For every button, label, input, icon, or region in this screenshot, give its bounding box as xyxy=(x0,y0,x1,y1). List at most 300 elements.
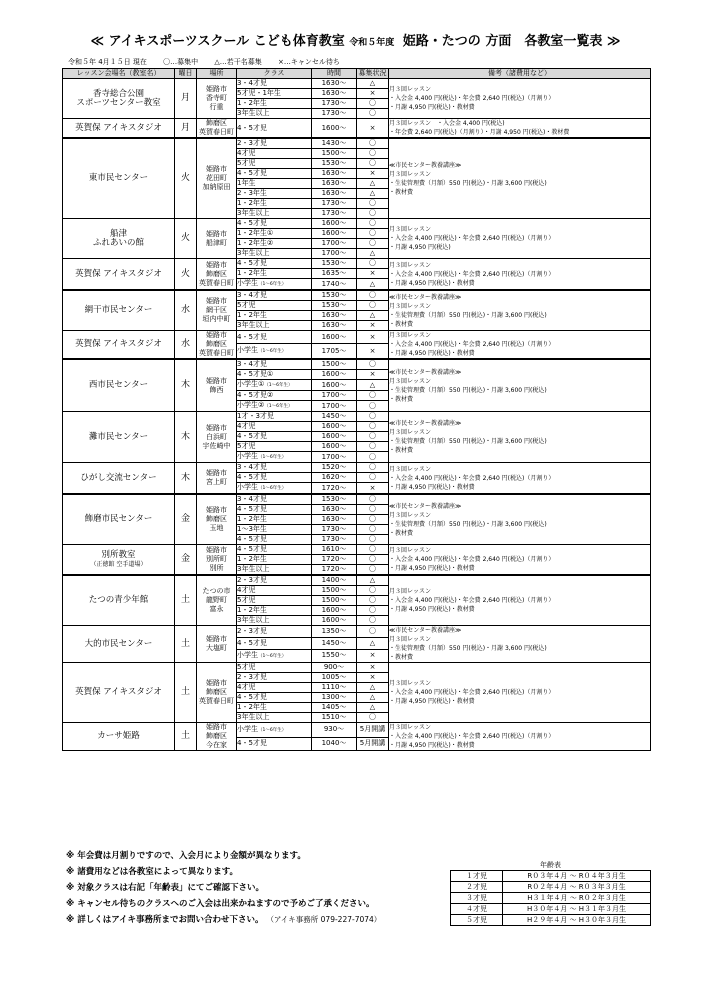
class-time: 1600～ xyxy=(312,119,357,139)
legend-line xyxy=(68,57,354,67)
class-name: 1・2年生 xyxy=(237,269,312,279)
table-row xyxy=(63,331,651,344)
enrollment-status: 〇 xyxy=(357,626,389,638)
fee-notes xyxy=(389,119,651,139)
enrollment-status: 〇 xyxy=(357,301,389,311)
weekday: 土 xyxy=(175,663,197,723)
class-name: 小学生（1～6年生） xyxy=(237,483,312,495)
fee-note-line: ・入会金 4,400 円(税込)・年会費 2,640 円(税込)（月割り） xyxy=(389,689,555,696)
fee-note-line: ・入会金 4,400 円(税込)・年会費 2,640 円(税込)（月割り） xyxy=(389,235,555,242)
enrollment-status: 〇 xyxy=(357,229,389,239)
fee-note-line: ・月謝 4,950 円(税込)・教材費 xyxy=(389,565,475,572)
col-class: クラス xyxy=(237,69,312,79)
class-time: 900～ xyxy=(312,663,357,673)
fee-note-line: ≪市民センター教養講座≫ xyxy=(389,161,462,169)
enrollment-status: △ xyxy=(357,279,389,291)
class-name: 4・5才児 xyxy=(237,535,312,545)
class-name: 1才・3才児 xyxy=(237,412,312,422)
title-year: 令和５年度 xyxy=(349,38,395,48)
age-range: H３１年４月 ～ R０２年３月生 xyxy=(503,893,651,904)
class-time: 1730～ xyxy=(312,209,357,219)
class-time: 1450～ xyxy=(312,637,357,649)
class-time: 1500～ xyxy=(312,149,357,159)
weekday: 土 xyxy=(175,575,197,626)
enrollment-status: △ xyxy=(357,703,389,713)
legend-open: 〇…募集中 xyxy=(163,58,199,66)
class-time: 1430～ xyxy=(312,138,357,149)
fee-notes xyxy=(389,663,651,723)
venue-name: 別所教室 （正徳館 空手道場） xyxy=(63,545,175,576)
table-row xyxy=(63,290,651,301)
venue-name: 英賀保 アイキスタジオ xyxy=(63,119,175,139)
table-row xyxy=(63,412,651,422)
class-name: 4・5才児 xyxy=(237,737,312,750)
class-grade-note: （1～6年生） xyxy=(264,404,293,409)
class-time: 1600～ xyxy=(312,422,357,432)
col-day: 曜日 xyxy=(175,69,197,79)
weekday: 金 xyxy=(175,545,197,576)
enrollment-status: × xyxy=(357,331,389,344)
footer-note: ※ 詳しくはアイキ事務所までお問い合わせ下さい。 xyxy=(66,915,264,925)
fee-notes xyxy=(389,545,651,576)
col-place: 場所 xyxy=(197,69,237,79)
enrollment-status: 〇 xyxy=(357,138,389,149)
age-table-title: 年齢表 xyxy=(451,860,651,871)
class-name: 小学生（1～6年生） xyxy=(237,649,312,662)
venue-name: 東市民センター xyxy=(63,138,175,219)
enrollment-status: 〇 xyxy=(357,239,389,249)
class-time: 1730～ xyxy=(312,535,357,545)
class-name: 小学生（1～6年生） xyxy=(237,279,312,291)
class-name: 1・2年生 xyxy=(237,199,312,209)
class-time: 1630～ xyxy=(312,311,357,321)
enrollment-status: 〇 xyxy=(357,412,389,422)
age-row xyxy=(451,915,651,926)
location: 姫路市 大塩町 xyxy=(197,626,237,663)
fee-note-line: ・月謝 4,950 円(税込)・教材費 xyxy=(389,279,475,287)
table-row xyxy=(63,259,651,269)
class-name: 4才児 xyxy=(237,422,312,432)
fee-note-line: ・教材費 xyxy=(389,529,414,537)
class-time: 930～ xyxy=(312,723,357,738)
class-grade-note: （1～6年生） xyxy=(258,282,287,287)
class-time: 1700～ xyxy=(312,401,357,412)
class-time: 1635～ xyxy=(312,269,357,279)
enrollment-status: 〇 xyxy=(357,99,389,109)
fee-note-line: ≪市民センター教養講座≫ xyxy=(389,420,462,427)
fee-notes xyxy=(389,259,651,291)
enrollment-status: 〇 xyxy=(357,452,389,463)
fee-note-line: ・教材費 xyxy=(389,320,414,328)
enrollment-status: 〇 xyxy=(357,473,389,483)
enrollment-status: 〇 xyxy=(357,555,389,565)
venue-name: 船津 ふれあいの館 xyxy=(63,219,175,259)
class-time: 1550～ xyxy=(312,649,357,662)
age-range: R０３年４月 ～ R０４年３月生 xyxy=(503,871,651,882)
class-name: 4・5才児 xyxy=(237,505,312,515)
fee-note-line: 月３回レッスン xyxy=(389,86,431,93)
location: 姫路市 宮上町 xyxy=(197,463,237,495)
enrollment-status: △ xyxy=(357,311,389,321)
enrollment-status: 5月開講 xyxy=(357,737,389,750)
age-label: ２才児 xyxy=(451,882,503,893)
legend-cancel: ×…キャンセル待ち xyxy=(278,58,340,66)
class-name: 3年生以上 xyxy=(237,321,312,331)
class-time: 1600～ xyxy=(312,442,357,452)
legend-few: △…若干名募集 xyxy=(214,58,262,66)
fee-note-line: 月３回レッスン xyxy=(389,226,431,233)
class-name: 1・2年生 xyxy=(237,311,312,321)
class-time: 1500～ xyxy=(312,359,357,370)
fee-notes xyxy=(389,575,651,626)
class-time: 1630～ xyxy=(312,321,357,331)
class-time: 1300～ xyxy=(312,693,357,703)
enrollment-status: 〇 xyxy=(357,199,389,209)
weekday: 土 xyxy=(175,626,197,663)
fee-notes xyxy=(389,494,651,545)
class-time: 1530～ xyxy=(312,259,357,269)
class-name: 2・3年生 xyxy=(237,189,312,199)
location: 姫路市 飾西 xyxy=(197,359,237,412)
fee-note-line: ≪市民センター教養講座≫ xyxy=(389,502,462,510)
class-time: 1720～ xyxy=(312,483,357,495)
fee-note-line: ・生徒管理費（月額）550 円(税込)・月謝 3,600 円(税込) xyxy=(389,386,547,394)
class-time: 1730～ xyxy=(312,525,357,535)
class-grade-note: （1～6年生） xyxy=(258,486,287,491)
age-range: H３０年４月 ～ H３１年３月生 xyxy=(503,904,651,915)
fee-notes xyxy=(389,290,651,331)
venue-name: 英賀保 アイキスタジオ xyxy=(63,663,175,723)
fee-note-line: ・教材費 xyxy=(389,188,414,196)
enrollment-status: △ xyxy=(357,189,389,199)
enrollment-status: × xyxy=(357,370,389,380)
location: 姫路市 花田町 加納原田 xyxy=(197,138,237,219)
class-name: 3・4才児 xyxy=(237,463,312,473)
enrollment-status: △ xyxy=(357,575,389,586)
location: 姫路市 飾磨区 今在家 xyxy=(197,723,237,751)
class-name: 4・5才児 xyxy=(237,693,312,703)
class-time: 1700～ xyxy=(312,391,357,401)
enrollment-status: 〇 xyxy=(357,401,389,412)
weekday: 金 xyxy=(175,494,197,545)
class-name: 2・3才児 xyxy=(237,673,312,683)
fee-note-line: 月３回レッスン xyxy=(389,302,431,310)
table-row xyxy=(63,723,651,738)
class-name: 4・5才児 xyxy=(237,219,312,229)
class-time: 1620～ xyxy=(312,473,357,483)
venue-name: たつの青少年館 xyxy=(63,575,175,626)
enrollment-status: △ xyxy=(357,637,389,649)
table-row xyxy=(63,359,651,370)
class-name: 4才児 xyxy=(237,683,312,693)
class-name: 3年生以上 xyxy=(237,249,312,259)
age-table xyxy=(450,860,651,926)
class-name: 1・2年生① xyxy=(237,229,312,239)
table-row xyxy=(63,663,651,673)
class-time: 1600～ xyxy=(312,616,357,626)
class-name: 4・5才児② xyxy=(237,391,312,401)
page-title xyxy=(0,30,711,49)
venue-name: 灘市民センター xyxy=(63,412,175,463)
class-grade-note: （1～6年生） xyxy=(264,383,293,388)
fee-note-line: ・入会金 4,400 円(税込)・年会費 2,640 円(税込)（月割り） xyxy=(389,474,555,482)
fee-note-line: ・月謝 4,950 円(税込)・教材費 xyxy=(389,104,475,111)
enrollment-status: 〇 xyxy=(357,494,389,505)
class-time: 1630～ xyxy=(312,89,357,99)
fee-notes xyxy=(389,331,651,360)
table-row xyxy=(63,79,651,89)
enrollment-status: 〇 xyxy=(357,616,389,626)
enrollment-status: 〇 xyxy=(357,290,389,301)
enrollment-status: 〇 xyxy=(357,535,389,545)
class-time: 1600～ xyxy=(312,370,357,380)
enrollment-status: 〇 xyxy=(357,359,389,370)
age-label: ３才児 xyxy=(451,893,503,904)
class-time: 1350～ xyxy=(312,626,357,638)
enrollment-status: 〇 xyxy=(357,565,389,576)
enrollment-status: △ xyxy=(357,79,389,89)
age-row xyxy=(451,893,651,904)
fee-note-line: ・入会金 4,400 円(税込)・年会費 2,640 円(税込)（月割り） xyxy=(389,733,555,740)
enrollment-status: × xyxy=(357,483,389,495)
class-time: 1500～ xyxy=(312,586,357,596)
footer-note: ※ 対象クラスは右記「年齢表」にてご確認下さい。 xyxy=(66,883,264,893)
age-label: ５才児 xyxy=(451,915,503,926)
col-venue: レッスン会場名（教室名） xyxy=(63,69,175,79)
enrollment-status: 〇 xyxy=(357,109,389,119)
venue-name: 英賀保 アイキスタジオ xyxy=(63,331,175,360)
enrollment-status: 〇 xyxy=(357,259,389,269)
table-row xyxy=(63,119,651,139)
enrollment-status: 〇 xyxy=(357,505,389,515)
footer-notes xyxy=(66,848,381,928)
weekday: 水 xyxy=(175,331,197,360)
class-time: 1600～ xyxy=(312,229,357,239)
age-row xyxy=(451,904,651,915)
class-name: 3年生以上 xyxy=(237,713,312,723)
title-region: 姫路・たつの 方面 各教室一覧表 ≫ xyxy=(402,34,621,49)
class-name: 4・5才児 xyxy=(237,545,312,555)
class-time: 1530～ xyxy=(312,301,357,311)
class-name: 小学生（1～6年生） xyxy=(237,344,312,359)
location: 飾磨区 英賀春日町 xyxy=(197,119,237,139)
weekday: 水 xyxy=(175,290,197,331)
class-grade-note: （1～6年生） xyxy=(258,653,287,659)
class-time: 1530～ xyxy=(312,494,357,505)
class-name: 5才児 xyxy=(237,159,312,169)
footer-note: ※ 年会費は月割りですので、入会月により金額が異なります。 xyxy=(66,851,306,861)
fee-note-line: ・生徒管理費（月額）550 円(税込)・月謝 3,600 円(税込) xyxy=(389,645,547,652)
fee-note-line: ・入会金 4,400 円(税込)・年会費 2,640 円(税込)（月割り） xyxy=(389,597,555,604)
class-time: 1600～ xyxy=(312,606,357,616)
location: 姫路市 飾磨区 英賀春日町 xyxy=(197,331,237,360)
class-time: 1520～ xyxy=(312,463,357,473)
col-status: 募集状況 xyxy=(358,69,387,77)
class-time: 1740～ xyxy=(312,279,357,291)
class-name: 小学生（1～6年生） xyxy=(237,452,312,463)
weekday: 木 xyxy=(175,412,197,463)
fee-note-line: ・生徒管理費（月額）550 円(税込)・月謝 3,600 円(税込) xyxy=(389,311,547,319)
class-time: 1705～ xyxy=(312,344,357,359)
class-name: 1～3年生 xyxy=(237,525,312,535)
fee-note-line: 月３回レッスン xyxy=(389,465,431,473)
class-name: 3年生以上 xyxy=(237,209,312,219)
class-time: 1110～ xyxy=(312,683,357,693)
weekday: 火 xyxy=(175,138,197,219)
class-time: 1510～ xyxy=(312,713,357,723)
fee-note-line: ・月謝 4,950 円(税込)・教材費 xyxy=(389,698,475,705)
class-name: 5才児 xyxy=(237,663,312,673)
class-grade-note: （1～6年生） xyxy=(258,455,287,460)
class-name: 4・5才児 xyxy=(237,432,312,442)
as-of-date: 令和５年 4月１５日 現在 xyxy=(68,58,147,66)
age-row xyxy=(451,871,651,882)
fee-note-line: ・生徒管理費（月額）550 円(税込)・月謝 3,600 円(税込) xyxy=(389,179,547,187)
weekday: 木 xyxy=(175,359,197,412)
fee-note-line: ・月謝 4,950 円(税込)・教材費 xyxy=(389,606,475,613)
weekday: 火 xyxy=(175,219,197,259)
enrollment-status: △ xyxy=(357,249,389,259)
fee-notes xyxy=(389,626,651,663)
class-name: 5才児 xyxy=(237,596,312,606)
enrollment-status: 〇 xyxy=(357,713,389,723)
fee-note-line: ・教材費 xyxy=(389,447,414,454)
fee-note-line: 月３回レッスン xyxy=(389,261,431,269)
class-name: 3・4才児 xyxy=(237,79,312,89)
table-row xyxy=(63,494,651,505)
fee-notes xyxy=(389,463,651,495)
class-name: 2・3才児 xyxy=(237,575,312,586)
class-time: 1005～ xyxy=(312,673,357,683)
age-label: ４才児 xyxy=(451,904,503,915)
class-grade-note: （1～6年生） xyxy=(258,349,287,355)
age-range: R０２年４月 ～ R０３年３月生 xyxy=(503,882,651,893)
venue-name: ひがし交流センター xyxy=(63,463,175,495)
table-row xyxy=(63,138,651,149)
class-time: 1530～ xyxy=(312,159,357,169)
enrollment-status: × xyxy=(357,89,389,99)
class-name: 4才児 xyxy=(237,586,312,596)
class-name: 小学生②（1～6年生） xyxy=(237,401,312,412)
fee-notes xyxy=(389,412,651,463)
class-time: 1405～ xyxy=(312,703,357,713)
enrollment-status: 〇 xyxy=(357,422,389,432)
weekday: 木 xyxy=(175,463,197,495)
fee-note-line: 月３回レッスン xyxy=(389,332,431,339)
fee-note-line: ・入会金 4,400 円(税込)・年会費 2,640 円(税込)（月割り） xyxy=(389,341,555,348)
venue-name: 英賀保 アイキスタジオ xyxy=(63,259,175,291)
weekday: 土 xyxy=(175,723,197,751)
location: 姫路市 別所町 別所 xyxy=(197,545,237,576)
enrollment-status: × xyxy=(357,673,389,683)
class-time: 1500～ xyxy=(312,596,357,606)
enrollment-status: × xyxy=(357,344,389,359)
fee-note-line: ≪市民センター教養講座≫ xyxy=(389,627,462,634)
col-time: 時間 xyxy=(312,69,357,79)
enrollment-status: 〇 xyxy=(357,545,389,555)
class-name: 5才児・1年生 xyxy=(237,89,312,99)
enrollment-status: 〇 xyxy=(357,149,389,159)
fee-notes xyxy=(389,138,651,219)
fee-note-line: 月３回レッスン ・入会金 4,400 円(税込) xyxy=(389,120,505,127)
enrollment-status: 〇 xyxy=(357,432,389,442)
class-name: 4・5才児 xyxy=(237,637,312,649)
class-name: 3・4才児 xyxy=(237,290,312,301)
location: たつの市 龍野町 富永 xyxy=(197,575,237,626)
fee-note-line: 月３回レッスン xyxy=(389,511,431,519)
venue-subname: （正徳館 空手道場） xyxy=(90,560,147,568)
venue-name: 西市民センター xyxy=(63,359,175,412)
fee-note-line: ・教材費 xyxy=(389,395,414,403)
class-time: 1730～ xyxy=(312,199,357,209)
fee-notes xyxy=(389,219,651,259)
class-name: 1・2年生 xyxy=(237,555,312,565)
location: 姫路市 白浜町 宇佐崎中 xyxy=(197,412,237,463)
class-name: 1・2年生 xyxy=(237,99,312,109)
class-name: 3年生以上 xyxy=(237,565,312,576)
enrollment-status: × xyxy=(357,321,389,331)
enrollment-status: × xyxy=(357,663,389,673)
fee-note-line: ・入会金 4,400 円(税込)・年会費 2,640 円(税込)（月割り） xyxy=(389,95,555,102)
table-header-row xyxy=(63,69,651,79)
fee-note-line: 月３回レッスン xyxy=(389,377,431,385)
class-time: 1600～ xyxy=(312,331,357,344)
class-time: 1630～ xyxy=(312,169,357,179)
fee-note-line: ・教材費 xyxy=(389,654,414,661)
enrollment-status: 〇 xyxy=(357,596,389,606)
class-name: 3・4才児 xyxy=(237,359,312,370)
table-row xyxy=(63,575,651,586)
fee-note-line: 月３回レッスン xyxy=(389,170,431,178)
enrollment-status: × xyxy=(357,649,389,662)
class-time: 1700～ xyxy=(312,249,357,259)
class-name: 1・2年生 xyxy=(237,606,312,616)
fee-note-line: 月３回レッスン xyxy=(389,429,431,436)
table-row xyxy=(63,219,651,229)
fee-note-line: ・月謝 4,950 円(税込)・教材費 xyxy=(389,483,475,491)
footer-note: ※ キャンセル待ちのクラスへのご入会は出来かねますので予めご了承ください。 xyxy=(66,899,375,909)
class-name: 4・5才児 xyxy=(237,259,312,269)
fee-note-line: 月３回レッスン xyxy=(389,636,431,643)
venue-name: 香寺総合公園 スポーツセンター教室 xyxy=(63,79,175,119)
class-time: 1630～ xyxy=(312,515,357,525)
class-name: 5才児 xyxy=(237,301,312,311)
fee-note-line: 月３回レッスン xyxy=(389,547,431,554)
enrollment-status: 〇 xyxy=(357,606,389,616)
fee-note-line: 月３回レッスン xyxy=(389,724,431,731)
enrollment-status: 〇 xyxy=(357,391,389,401)
class-name: 4・5才児 xyxy=(237,473,312,483)
enrollment-status: × xyxy=(357,269,389,279)
class-schedule-table xyxy=(62,68,651,751)
fee-notes xyxy=(389,359,651,412)
fee-note-line: ・年会費 2,640 円(税込)（月割り）・月謝 4,950 円(税込)・教材費 xyxy=(389,129,570,136)
class-time: 1730～ xyxy=(312,99,357,109)
class-name: 1年生 xyxy=(237,179,312,189)
enrollment-status: 〇 xyxy=(357,515,389,525)
fee-note-line: ≪市民センター教養講座≫ xyxy=(389,368,462,376)
enrollment-status: 〇 xyxy=(357,209,389,219)
col-notes: 備考（諸費用など） xyxy=(389,69,651,79)
weekday: 月 xyxy=(175,79,197,119)
enrollment-status: 5月開講 xyxy=(357,723,389,738)
table-row xyxy=(63,463,651,473)
enrollment-status: 〇 xyxy=(357,463,389,473)
class-time: 1600～ xyxy=(312,219,357,229)
class-time: 1400～ xyxy=(312,575,357,586)
class-name: 小学生（1～6年生） xyxy=(237,723,312,738)
class-time: 1630～ xyxy=(312,179,357,189)
